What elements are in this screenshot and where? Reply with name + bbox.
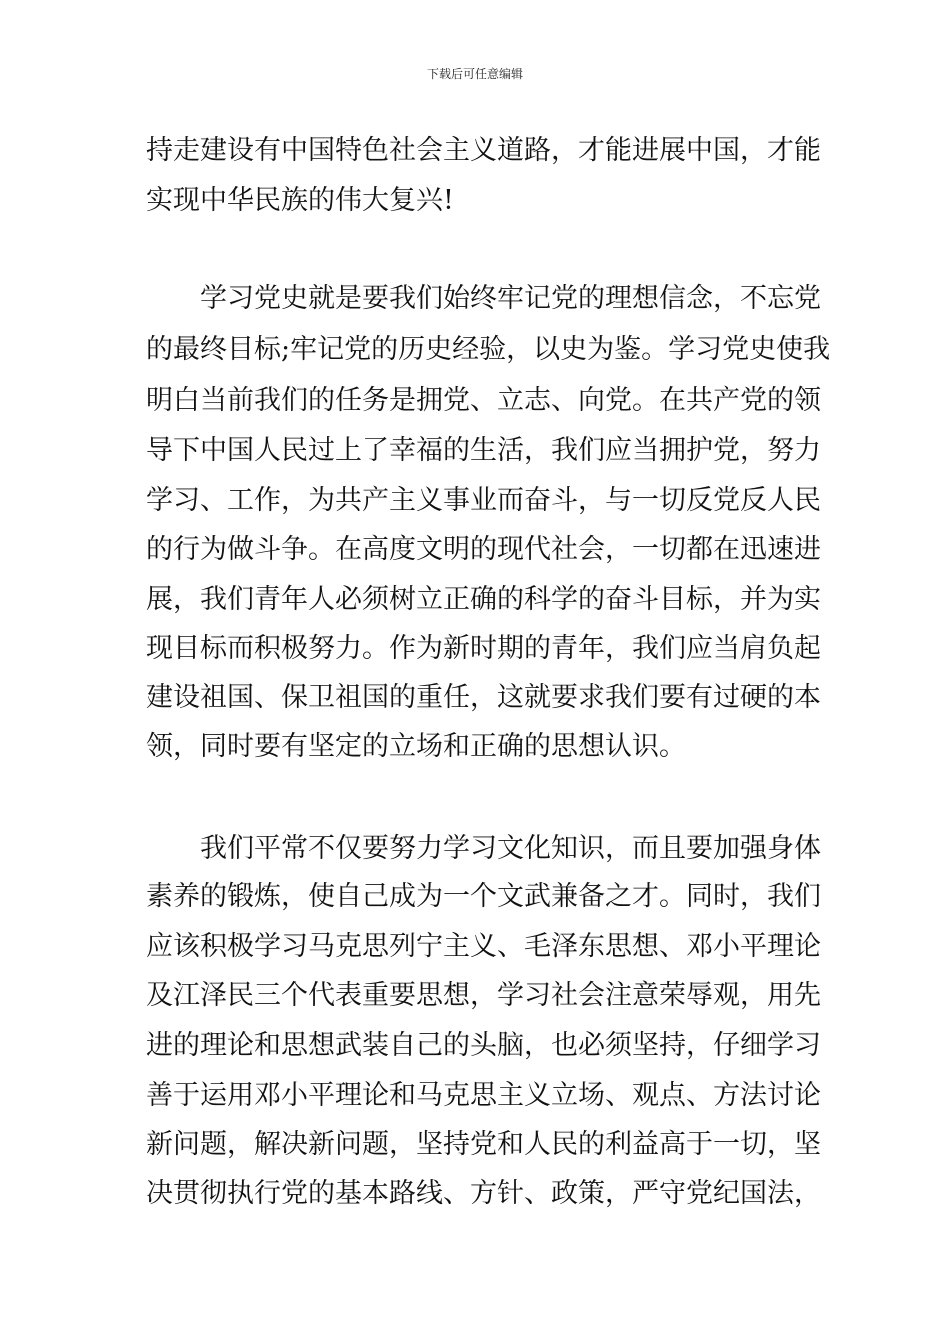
text-line: 现目标而积极努力。作为新时期的青年，我们应当肩负起 (146, 633, 821, 664)
text-line: 学习、工作，为共产主义事业而奋斗，与一切反党反人民 (146, 485, 821, 516)
text-line: 明白当前我们的任务是拥党、立志、向党。在共产党的领 (146, 385, 821, 416)
text-line: 决贯彻执行党的基本路线、方针、政策，严守党纪国法， (146, 1178, 821, 1209)
text-line: 的行为做斗争。在高度文明的现代社会，一切都在迅速进 (146, 534, 821, 565)
text-line: 新问题，解决新问题，坚持党和人民的利益高于一切，坚 (146, 1129, 821, 1160)
text-line: 导下中国人民过上了幸福的生活，我们应当拥护党，努力 (146, 435, 821, 466)
text-line: 学习党史就是要我们始终牢记党的理想信念，不忘党 (146, 283, 821, 314)
text-line: 应该积极学习马克思列宁主义、毛泽东思想、邓小平理论 (146, 931, 821, 962)
text-line: 领，同时要有坚定的立场和正确的思想认识。 (146, 731, 686, 762)
text-line: 及江泽民三个代表重要思想，学习社会注意荣辱观，用先 (146, 980, 821, 1011)
text-line: 展，我们青年人必须树立正确的科学的奋斗目标，并为实 (146, 584, 821, 615)
text-line: 的最终目标;牢记党的历史经验，以史为鉴。学习党史使我 (146, 334, 831, 365)
text-line: 我们平常不仅要努力学习文化知识，而且要加强身体 (146, 833, 821, 864)
text-line: 持走建设有中国特色社会主义道路，才能进展中国，才能 (146, 135, 821, 166)
text-line: 进的理论和思想武装自己的头脑，也必须坚持，仔细学习 (146, 1030, 821, 1061)
text-line: 素养的锻炼，使自己成为一个文武兼备之才。同时，我们 (146, 881, 821, 912)
page-header: 下载后可任意编辑 (426, 67, 523, 81)
text-line: 建设祖国、保卫祖国的重任，这就要求我们要有过硬的本 (146, 682, 821, 713)
text-line: 善于运用邓小平理论和马克思主义立场、观点、方法讨论 (146, 1080, 821, 1111)
text-line: 实现中华民族的伟大复兴! (146, 185, 454, 216)
